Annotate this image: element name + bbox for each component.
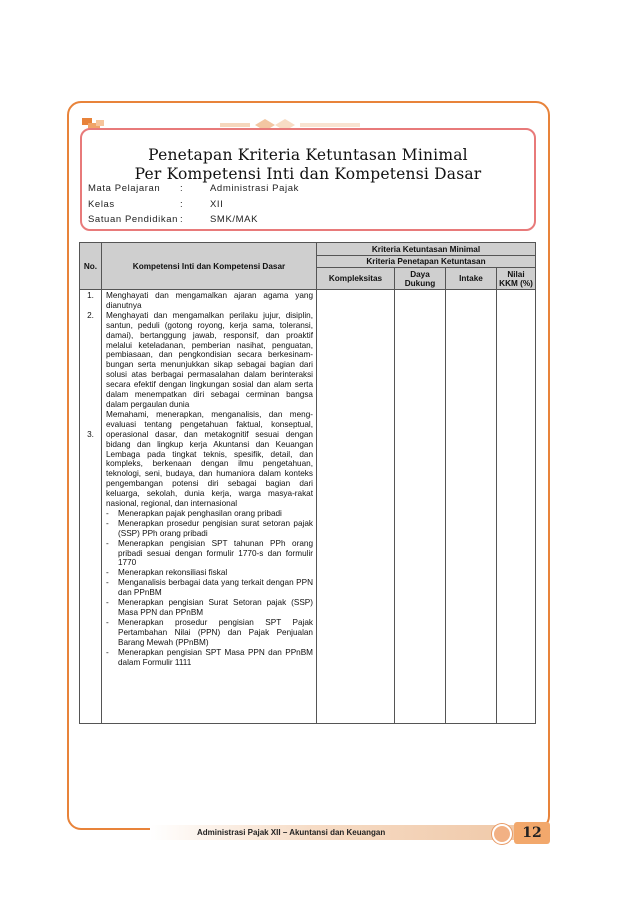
competency-cell (102, 290, 317, 724)
bullet-dash: - (106, 598, 109, 608)
header-no: No. (80, 243, 102, 290)
basic-competency-item (106, 539, 313, 569)
info-value: Administrasi Pajak (210, 183, 299, 194)
bullet-text: Menerapkan prosedur pengisian surat setoran pajak (SSP) PPh orang pribadi (118, 518, 313, 538)
info-label: Satuan Pendidikan (88, 214, 178, 225)
page-number: 12 (514, 822, 550, 844)
bullet-dash: - (106, 508, 109, 518)
header-kriteria-penetapan: Kriteria Penetapan Ketuntasan (317, 256, 536, 268)
header-daya-dukung: Daya Dukung (395, 268, 446, 290)
item-number: 3. (87, 430, 94, 439)
basic-competency-item (106, 618, 313, 648)
page-title-line2: Per Kompetensi Inti dan Kompetensi Dasar (134, 165, 482, 183)
bullet-text: Menerapkan pajak penghasilan orang pribadi (118, 508, 282, 518)
competency-item: Memahami, menerapkan, menganalisis, dan meng-evaluasi tentang pengetahuan faktual, konseptual, operasional dasar, dan metakognitif sesuai dengan bidang dan lingkup kerja Akuntansi dan Keuangan Lembaga pada tingkat teknis, spesifik, detail, dan kompleks, berkenaan dengan ilmu pengetahuan, teknologi, seni, budaya, dan humaniora dalam konteks pengembangan potensi diri sebagai bagian dari keluarga, sekolah, dunia kerja, warga masya-rakat nasional, regional, dan internasional (106, 409, 313, 509)
info-colon: : (180, 214, 184, 225)
number-cell (80, 290, 102, 724)
bullet-text: Menerapkan pengisian Surat Setoran pajak (SSP) Masa PPN dan PPnBM (118, 598, 313, 617)
bullet-dash: - (106, 647, 109, 657)
kompleksitas-cell (317, 290, 395, 724)
basic-competency-item (106, 598, 313, 618)
basic-competency-item (106, 578, 313, 598)
basic-competency-item (106, 509, 313, 519)
header-nilai-kkm: Nilai KKM (%) (497, 268, 536, 290)
kkm-table (79, 242, 536, 724)
footer-circle-icon (492, 824, 512, 844)
competency-item: Menghayati dan mengamalkan perilaku jujur, disiplin, santun, peduli (gotong royong, kerja sama, toleransi, damai), bertanggung jawab, responsif, dan proaktif melalui keteladanan, pemberian nasihat, penguatan, pembiasaan, dan pengkondisian secara berkesinam-bungan serta menunjukkan sikap sebagai bagian dari solusi atas berbagai permasalahan dalam berinteraksi secara efektif dengan lingkungan sosial dan alam serta dalam menempatkan diri sebagai cerminan bangsa dalam pergaulan dunia (106, 310, 313, 409)
info-value: SMK/MAK (210, 214, 259, 225)
daya-dukung-cell (395, 290, 446, 724)
bullet-dash: - (106, 538, 109, 548)
info-label: Kelas (88, 199, 115, 210)
item-number: 2. (87, 311, 94, 320)
bullet-dash: - (106, 518, 109, 528)
bullet-text: Menerapkan pengisian SPT tahunan PPh orang pribadi sesuai dengan formulir 1770-s dan formulir 1770 (118, 538, 313, 568)
info-colon: : (180, 183, 184, 194)
competency-item: Menghayati dan mengamalkan ajaran agama yang dianutnya (106, 291, 313, 310)
nilai-kkm-cell (497, 290, 536, 724)
header-kompetensi: Kompetensi Inti dan Kompetensi Dasar (102, 243, 317, 290)
bullet-text: Menerapkan rekonsiliasi fiskal (118, 568, 228, 578)
info-value: XII (210, 199, 224, 210)
item-number: 1. (87, 291, 94, 300)
bullet-text: Menerapkan prosedur pengisian SPT Pajak Pertambahan Nilai (PPN) dan Pajak Penjualan Barang Mewah (PPnBM) (118, 617, 313, 647)
bullet-dash: - (106, 617, 109, 627)
info-colon: : (180, 199, 184, 210)
basic-competency-item (106, 648, 313, 668)
page-title-line1: Penetapan Kriteria Ketuntasan Minimal (148, 146, 468, 164)
bullet-dash: - (106, 568, 109, 578)
bullet-dash: - (106, 578, 109, 588)
basic-competency-item (106, 519, 313, 539)
header-intake: Intake (446, 268, 497, 290)
intake-cell (446, 290, 497, 724)
bullet-text: Menganalisis berbagai data yang terkait dengan PPN dan PPnBM (118, 578, 313, 598)
header-kkm: Kriteria Ketuntasan Minimal (317, 243, 536, 256)
basic-competency-item (106, 568, 313, 578)
header-kompleksitas: Kompleksitas (317, 268, 395, 290)
info-label: Mata Pelajaran (88, 183, 161, 194)
bullet-text: Menerapkan pengisian SPT Masa PPN dan PPnBM dalam Formulir 1111 (118, 647, 313, 667)
footer-text: Administrasi Pajak XII – Akuntansi dan Keuangan (197, 828, 386, 837)
